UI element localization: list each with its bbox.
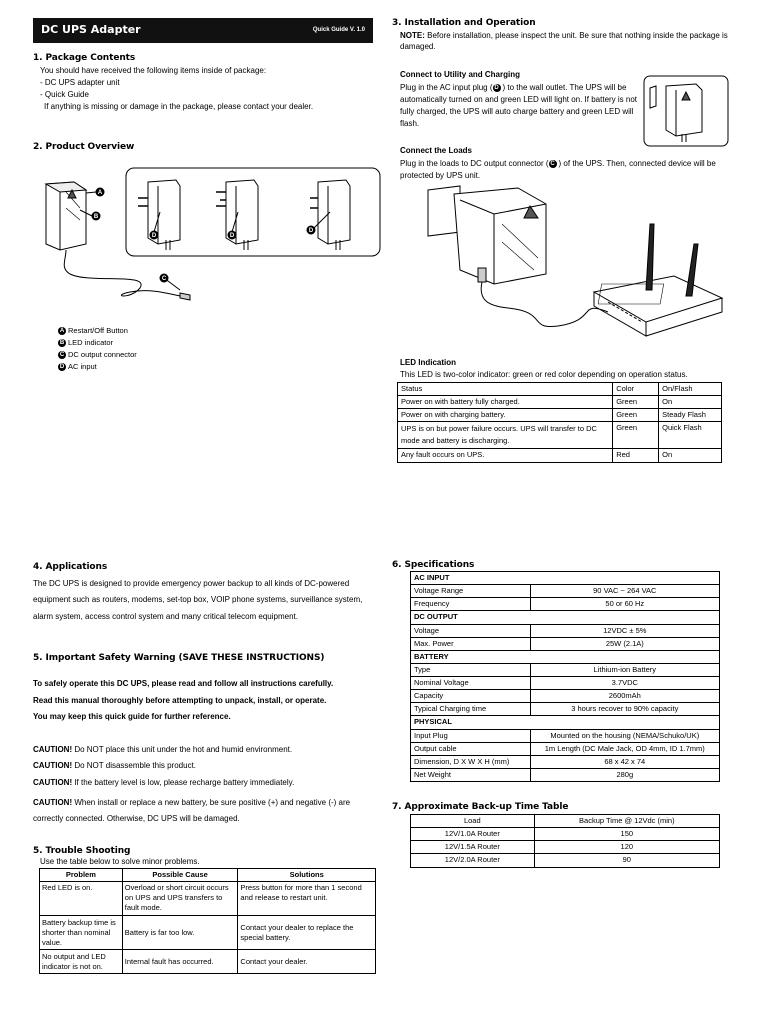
loads-heading: Connect the Loads — [400, 146, 473, 155]
table-row — [398, 449, 722, 462]
table-cell: 12V/2.0A Router — [411, 854, 535, 867]
table-cell: 12V/1.5A Router — [411, 841, 535, 854]
backup-table — [410, 814, 720, 868]
spec-value: 25W (2.1A) — [530, 637, 719, 650]
package-intro: You should have received the following items inside of package: — [40, 66, 267, 75]
table-cell: Contact your dealer to replace the special battery. — [238, 916, 376, 950]
spec-section-row — [411, 611, 720, 624]
table-cell: Overload or short circuit occurs on UPS and UPS transfers to fault mode. — [122, 882, 238, 916]
led-heading: LED Indication — [400, 358, 456, 367]
table-row — [398, 422, 722, 449]
safety-instruction: You may keep this quick guide for further reference. — [33, 712, 231, 721]
table-header-cell: Load — [411, 815, 535, 828]
document-version: Quick Guide V. 1.0 — [312, 27, 365, 34]
spec-value: 2600mAh — [530, 690, 719, 703]
table-cell: Steady Flash — [659, 409, 722, 422]
legend-label: LED indicator — [68, 337, 114, 347]
table-cell: On — [659, 396, 722, 409]
spec-value: 280g — [530, 768, 719, 781]
callout-b: B — [93, 214, 99, 220]
table-row — [411, 729, 720, 742]
table-header-cell: Solutions — [238, 869, 376, 882]
table-row — [40, 882, 376, 916]
legend-item — [58, 337, 137, 349]
spec-value: 50 or 60 Hz — [530, 598, 719, 611]
spec-label: Type — [411, 663, 531, 676]
overview-legend — [58, 325, 137, 373]
caution-line: CAUTION! When install or replace a new battery, be sure positive (+) and negative (-) are correctly connected. Otherwise, DC UPS will be damaged. — [33, 798, 351, 824]
legend-mark: B — [59, 340, 65, 346]
spec-label: Output cable — [411, 742, 531, 755]
table-header-cell: Possible Cause — [122, 869, 238, 882]
spec-section-title: PHYSICAL — [411, 716, 720, 729]
spec-section-title: BATTERY — [411, 650, 720, 663]
led-intro: This LED is two-color indicator: green or red color depending on operation status. — [400, 370, 688, 379]
table-row — [411, 598, 720, 611]
table-cell: UPS is on but power failure occurs. UPS will transfer to DC mode and battery is discharging. — [398, 422, 613, 449]
package-item: - DC UPS adapter unit — [40, 78, 120, 87]
table-header-cell: Backup Time @ 12Vdc (min) — [534, 815, 719, 828]
legend-item — [58, 361, 137, 373]
legend-item — [58, 325, 137, 337]
installation-note — [400, 31, 740, 53]
table-cell: Press button for more than 1 second and release to restart unit. — [238, 882, 376, 916]
table-cell: Any fault occurs on UPS. — [398, 449, 613, 462]
table-cell: 90 — [534, 854, 719, 867]
spec-label: Input Plug — [411, 729, 531, 742]
spec-label: Voltage Range — [411, 585, 531, 598]
product-overview-illustration — [30, 160, 385, 320]
callout-a: A — [97, 190, 103, 196]
table-cell: Green — [613, 422, 659, 449]
table-row — [411, 841, 720, 854]
utility-heading: Connect to Utility and Charging — [400, 70, 520, 79]
callout-c: C — [161, 276, 167, 282]
table-row — [411, 854, 720, 867]
spec-label: Dimension, D X W X H (mm) — [411, 755, 531, 768]
table-cell: Red LED is on. — [40, 882, 123, 916]
specs-table — [410, 571, 720, 782]
table-row — [40, 916, 376, 950]
callout-d: D — [308, 228, 314, 234]
table-row — [398, 409, 722, 422]
table-cell: Quick Flash — [659, 422, 722, 449]
table-cell: On — [659, 449, 722, 462]
table-cell: 12V/1.0A Router — [411, 828, 535, 841]
specs-heading: 6. Specifications — [392, 560, 475, 570]
note-text: Before installation, please inspect the unit. Be sure that nothing inside the package is damaged. — [400, 31, 728, 51]
loads-mark: C — [550, 160, 555, 167]
table-row — [411, 624, 720, 637]
spec-value: 3.7VDC — [530, 677, 719, 690]
spec-value: Lithium-ion Battery — [530, 663, 719, 676]
table-cell: Power on with charging battery. — [398, 409, 613, 422]
table-cell: Battery is far too low. — [122, 916, 238, 950]
table-cell: Red — [613, 449, 659, 462]
table-row — [411, 585, 720, 598]
legend-mark: D — [59, 364, 65, 370]
table-row — [40, 950, 376, 974]
table-cell: Green — [613, 409, 659, 422]
spec-value: 1m Length (DC Male Jack, OD 4mm, ID 1.7mm) — [530, 742, 719, 755]
note-label: NOTE: — [400, 31, 425, 40]
spec-label: Voltage — [411, 624, 531, 637]
table-row — [411, 677, 720, 690]
legend-mark: C — [59, 352, 65, 358]
trouble-intro: Use the table below to solve minor problems. — [40, 857, 200, 866]
table-row — [411, 703, 720, 716]
caution-line: CAUTION! Do NOT disassemble this product. — [33, 761, 197, 770]
table-row — [411, 768, 720, 781]
legend-label: Restart/Off Button — [68, 325, 128, 335]
spec-label: Capacity — [411, 690, 531, 703]
table-row — [411, 663, 720, 676]
spec-value: 3 hours recover to 90% capacity — [530, 703, 719, 716]
table-cell: 120 — [534, 841, 719, 854]
overview-heading: 2. Product Overview — [33, 142, 135, 152]
table-row — [411, 828, 720, 841]
table-row — [398, 396, 722, 409]
document-title: DC UPS Adapter — [41, 23, 141, 37]
spec-value: Mounted on the housing (NEMA/Schuko/UK) — [530, 729, 719, 742]
legend-mark: A — [59, 328, 65, 334]
spec-label: Net Weight — [411, 768, 531, 781]
table-header-cell: On/Flash — [659, 383, 722, 396]
trouble-heading: 5. Trouble Shooting — [33, 846, 131, 856]
table-row — [411, 755, 720, 768]
table-header-cell: Problem — [40, 869, 123, 882]
legend-label: DC output connector — [68, 349, 137, 359]
title-bar — [33, 18, 373, 43]
safety-heading: 5. Important Safety Warning (SAVE THESE INSTRUCTIONS) — [33, 653, 325, 663]
adapter-wall-illustration — [642, 72, 732, 152]
table-cell: 150 — [534, 828, 719, 841]
applications-heading: 4. Applications — [33, 562, 108, 572]
backup-heading: 7. Approximate Back-up Time Table — [392, 802, 569, 812]
callout-d: D — [229, 233, 235, 239]
spec-section-title: AC INPUT — [411, 572, 720, 585]
table-header-cell: Status — [398, 383, 613, 396]
table-cell: Internal fault has occurred. — [122, 950, 238, 974]
safety-instruction: Read this manual thoroughly before attempting to unpack, install, or operate. — [33, 696, 327, 705]
callout-d: D — [151, 233, 157, 239]
caution-line: CAUTION! If the battery level is low, please recharge battery immediately. — [33, 778, 295, 787]
table-header-row — [398, 383, 722, 396]
spec-label: Frequency — [411, 598, 531, 611]
led-table — [397, 382, 722, 463]
safety-instruction: To safely operate this DC UPS, please read and follow all instructions carefully. — [33, 679, 334, 688]
package-heading: 1. Package Contents — [33, 53, 136, 63]
spec-value: 68 x 42 x 74 — [530, 755, 719, 768]
spec-label: Max. Power — [411, 637, 531, 650]
router-connection-illustration — [398, 180, 728, 350]
spec-label: Nominal Voltage — [411, 677, 531, 690]
spec-section-row — [411, 716, 720, 729]
loads-text: Plug in the loads to DC output connector ( C ) of the UPS. Then, connected device will be protected by UPS unit. — [400, 159, 716, 180]
table-header-cell: Color — [613, 383, 659, 396]
spec-section-row — [411, 650, 720, 663]
trouble-table — [39, 868, 376, 974]
table-row — [411, 690, 720, 703]
spec-label: Typical Charging time — [411, 703, 531, 716]
installation-heading: 3. Installation and Operation — [392, 18, 536, 28]
caution-line: CAUTION! Do NOT place this unit under the hot and humid environment. — [33, 745, 293, 754]
table-cell: Contact your dealer. — [238, 950, 376, 974]
package-note: If anything is missing or damage in the package, please contact your dealer. — [44, 102, 314, 111]
package-item: - Quick Guide — [40, 90, 89, 99]
spec-value: 12VDC ± 5% — [530, 624, 719, 637]
spec-value: 90 VAC ~ 264 VAC — [530, 585, 719, 598]
table-header-row — [411, 815, 720, 828]
legend-label: AC input — [68, 361, 97, 371]
utility-mark: D — [494, 84, 499, 91]
utility-text: Plug in the AC input plug ( D ) to the wall outlet. The UPS will be automatically turned on and green LED will light on. If battery is not fully charged, the UPS will auto charge battery and green LED will flash. — [400, 83, 638, 128]
table-row — [411, 637, 720, 650]
table-cell: No output and LED indicator is not on. — [40, 950, 123, 974]
table-cell: Power on with battery fully charged. — [398, 396, 613, 409]
spec-section-title: DC OUTPUT — [411, 611, 720, 624]
table-header-row — [40, 869, 376, 882]
table-cell: Green — [613, 396, 659, 409]
table-row — [411, 742, 720, 755]
legend-item — [58, 349, 137, 361]
table-cell: Battery backup time is shorter than nominal value. — [40, 916, 123, 950]
applications-text: The DC UPS is designed to provide emergency power backup to all kinds of DC-powered equipment such as routers, modems, set-top box, VOIP phone systems, surveillance system, alarm system, access control system and many critical telecom equipment. — [33, 579, 363, 621]
spec-section-row — [411, 572, 720, 585]
